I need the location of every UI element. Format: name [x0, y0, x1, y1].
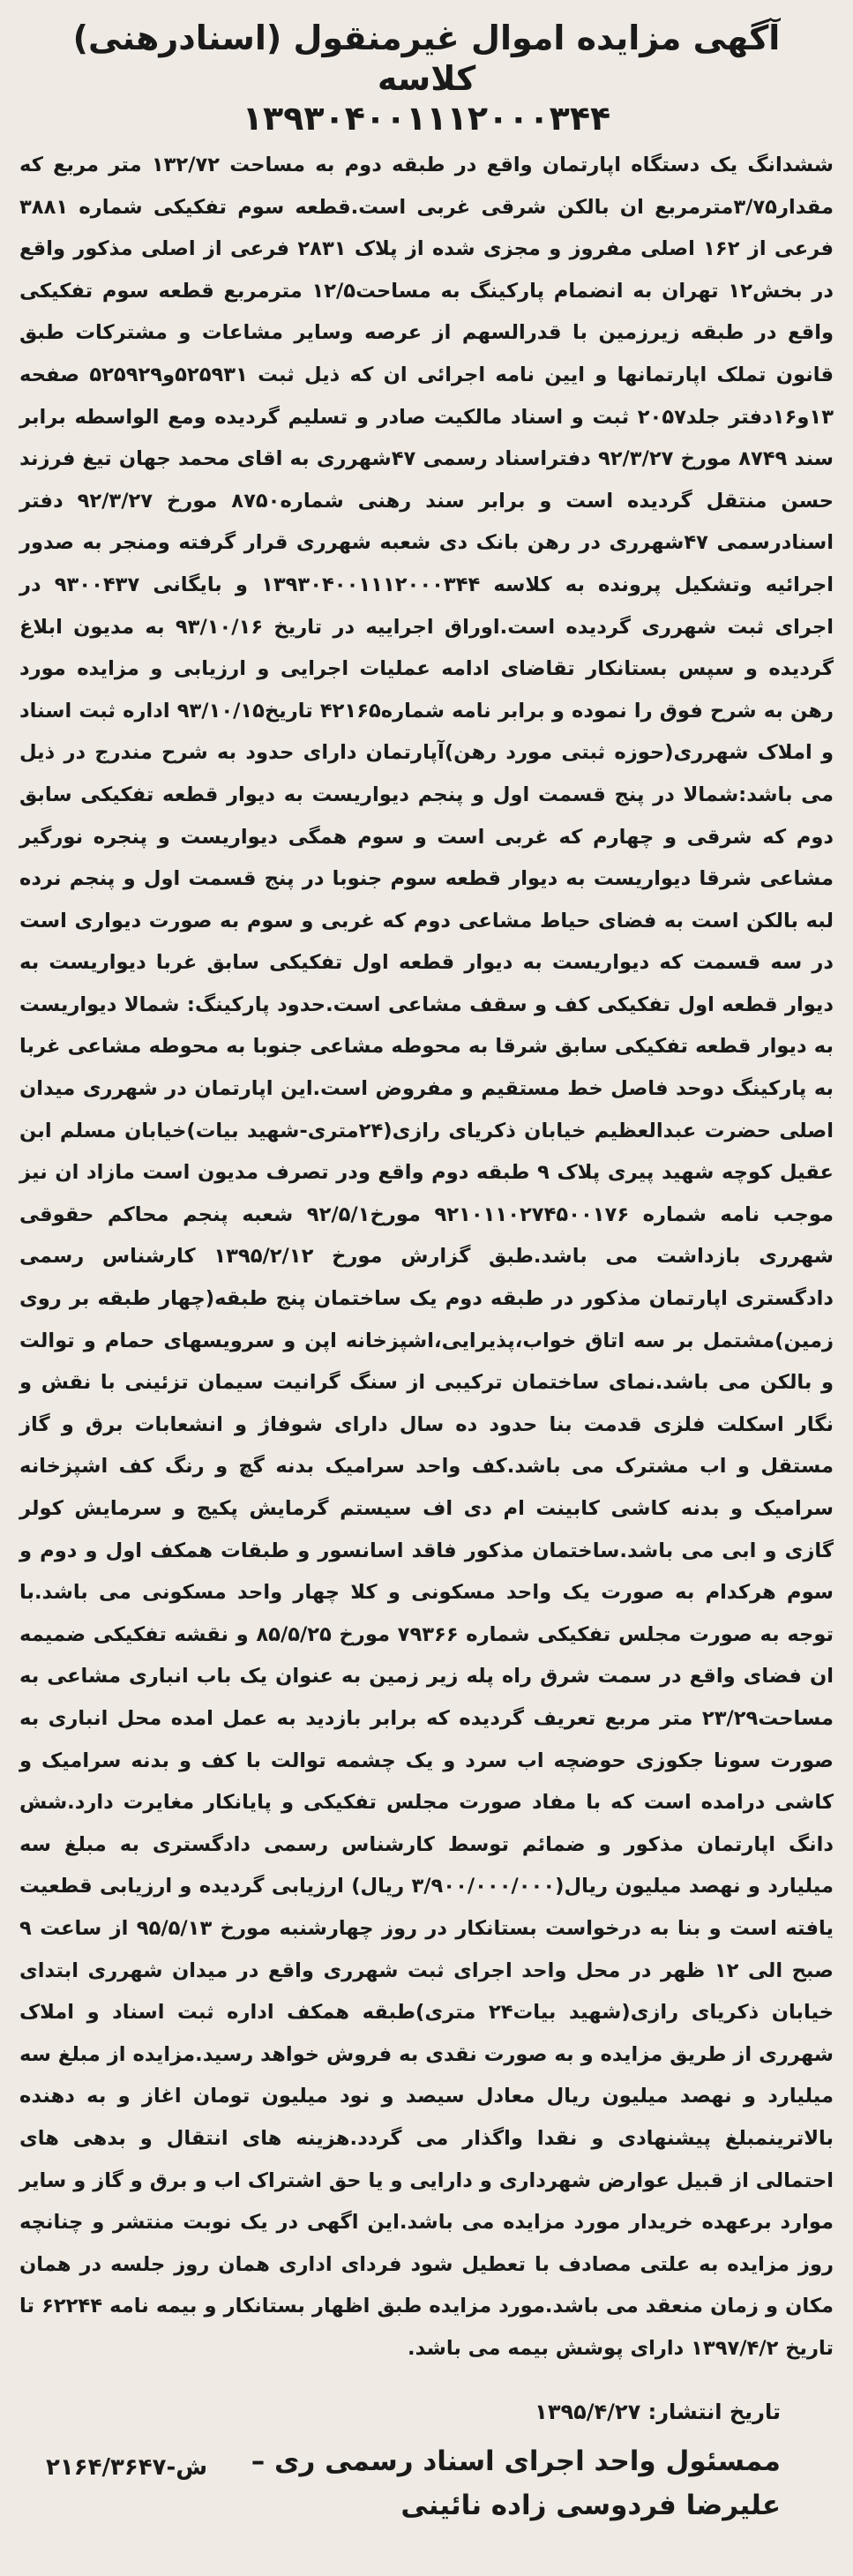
notice-footer [19, 2400, 834, 2576]
case-number: ۱۳۹۳۰۴۰۰۱۱۱۲۰۰۰۳۴۴ [242, 99, 611, 138]
notice-title: آگهی مزایده اموال غیرمنقول (اسنادرهنی) کلاسه [72, 19, 781, 98]
signer-title: ممسئول واحد اجرای اسناد رسمی ری – [251, 2445, 781, 2478]
reference-number: ۲۱۶۴/۳۶۴۷-ش [46, 2454, 208, 2482]
publish-date: تاریخ انتشار: ۱۳۹۵/۴/۲۷ [535, 2400, 781, 2425]
notice-body: ششدانگ یک دستگاه اپارتمان واقع در طبقه دوم به مساحت ۱۳۲/۷۲ متر مربع که مقدار۳/۷۵مترمربع ان بالکن شرقی غربی است.قطعه سوم تفکیکی شماره ۳۸۸۱ فرعی از ۱۶۲ اصلی مفروز و مجزی شده از پلاک ۲۸۳۱ فرعی از اصلی مذکور واقع در بخش۱۲ تهران به انضمام پارکینگ به مساحت۱۲/۵ مترمربع قطعه سوم تفکیکی واقع در طبقه زیرزمین با قدرالسهم از عرصه وسایر مشاعات و مشترکات طبق قانون تملک اپارتمانها و ایین نامه اجرائی ان که ذیل ثبت ۵۲۵۹۳۱و۵۲۵۹۲۹ صفحه ۱۳و۱۶دفتر جلد۲۰۵۷ ثبت و اسناد مالکیت صادر و تسلیم گردیده ومع الواسطه برابر سند ۸۷۴۹ مورخ ۹۲/۳/۲۷ دفتراسناد رسمی ۴۷شهرری به اقای محمد جهان تیغ فرزند حسن منتقل گردیده است و برابر سند رهنی شماره۸۷۵۰ مورخ ۹۲/۳/۲۷ دفتر اسنادرسمی ۴۷شهرری در رهن بانک دی شعبه شهرری قرار گرفته ومنجر به صدور اجرائیه وتشکیل پرونده به کلاسه ۱۳۹۳۰۴۰۰۱۱۱۲۰۰۰۳۴۴ و بایگانی ۹۳۰۰۴۳۷ در اجرای ثبت شهرری گردیده است.اوراق اجراییه در تاریخ ۹۳/۱۰/۱۶ به مدیون ابلاغ گردیده و سپس بستانکار تقاضای ادامه عملیات اجرایی و ارزیابی و مزایده مورد رهن به شرح فوق را نموده و برابر نامه شماره۴۲۱۶۵ تاریخ۹۳/۱۰/۱۵ اداره ثبت اسناد و املاک شهرری(حوزه ثبتی مورد رهن)آپارتمان دارای حدود به شرح مندرج در ذیل می باشد:شمالا در پنج قسمت اول و پنجم دیواریست به دیوار قطعه تفکیکی سابق دوم که شرقی و چهارم که غربی است و سوم همگی دیواریست و پنجره نورگیر مشاعی شرقا دیواریست به دیوار قطعه سوم جنوبا در پنج قسمت اول و پنجم نرده لبه بالکن است به فضای حیاط مشاعی دوم که غربی و سوم به صورت دیواری است در سه قسمت که دیواریست به دیوار قطعه اول تفکیکی سابق غربا دیواریست به دیوار قطعه اول تفکیکی کف و سقف مشاعی است.حدود پارکینگ: شمالا دیواریست به دیوار قطعه تفکیکی سابق شرقا به محوطه مشاعی جنوبا به محوطه مشاعی غربا به پارکینگ دوحد فاصل خط مستقیم و مفروض است.این اپارتمان در شهرری میدان اصلی حضرت عبدالعظیم خیابان ذکریای رازی(۲۴متری-شهید بیات)خیابان مسلم ابن عقیل کوچه شهید پیری پلاک ۹ طبقه دوم واقع ودر تصرف مدیون است مازاد ان نیز موجب نامه شماره ۹۲۱۰۱۱۰۲۷۴۵۰۰۱۷۶ مورخ۹۲/۵/۱ شعبه پنجم محاکم حقوقی شهرری بازداشت می باشد.طبق گزارش مورخ ۱۳۹۵/۲/۱۲ کارشناس رسمی دادگستری اپارتمان مذکور در طبقه دوم یک ساختمان پنج طبقه(چهار طبقه بر روی زمین)مشتمل بر سه اتاق خواب،پذیرایی،اشپزخانه اپن و سرویسهای حمام و توالت و بالکن می باشد.نمای ساختمان ترکیبی از سنگ گرانیت سیمان تزئینی با نقش و نگار اسکلت فلزی قدمت بنا حدود ده سال دارای شوفاژ و انشعابات برق و گاز مستقل و اب مشترک می باشد.کف واحد سرامیک بدنه گچ و رنگ کف اشپزخانه سرامیک و بدنه کاشی کابینت ام دی اف سیستم گرمایش پکیج و سرمایش کولر گازی و ابی می باشد.ساختمان مذکور فاقد اسانسور و طبقات همکف اول و دوم و سوم هرکدام به صورت یک واحد مسکونی و کلا چهار واحد مسکونی می باشد.با توجه به صورت مجلس تفکیکی شماره ۷۹۳۶۶ مورخ ۸۵/۵/۲۵ و نقشه تفکیکی ضمیمه ان فضای واقع در سمت شرق راه پله زیر زمین به عنوان یک باب انباری مشاعی به مساحت۲۳/۲۹ متر مربع تعریف گردیده که برابر بازدید به عمل امده محل انباری به صورت سونا جکوزی حوضچه اب سرد و یک چشمه توالت با کف و بدنه سرامیک و کاشی درامده است که با مفاد صورت مجلس تفکیکی و پایانکار مغایرت دارد.شش دانگ اپارتمان مذکور و ضمائم توسط کارشناس رسمی دادگستری به مبلغ سه میلیارد و نهصد میلیون ریال(۳/۹۰۰/۰۰۰/۰۰۰ ریال) ارزیابی گردیده و ارزیابی قطعیت یافته است و بنا به درخواست بستانکار در روز چهارشنبه مورخ ۹۵/۵/۱۳ از ساعت ۹ صبح الی ۱۲ ظهر در محل واحد اجرای ثبت شهرری واقع در میدان شهرری ابتدای خیابان ذکریای رازی(شهید بیات۲۴ متری)طبقه همکف اداره ثبت اسناد و املاک شهرری از طریق مزایده و به صورت نقدی به فروش خواهد رسید.مزایده از مبلغ سه میلیارد و نهصد میلیون ریال معادل سیصد و نود میلیون تومان اغاز و به دهنده بالاترینمبلغ پیشنهادی و نقدا واگذار می گردد.هزینه های انتقال و بدهی های احتمالی از قبیل عوارض شهرداری و دارایی و یا حق اشتراک اب و برق و گاز و سایر موارد برعهده خریدار مورد مزایده می باشد.این اگهی در یک نوبت منتشر و چنانچه روز مزایده به علتی مصادف با تعطیل شود فردای اداری همان روز جلسه در همان مکان و زمان منعقد می باشد.مورد مزایده طبق اظهار بستانکار و بیمه نامه ۶۲۲۴۴ تا تاریخ ۱۳۹۷/۴/۲ دارای پوشش بیمه می باشد. [19, 154, 834, 2360]
signer-name: علیرضا فردوسی زاده نائینی [400, 2490, 781, 2522]
